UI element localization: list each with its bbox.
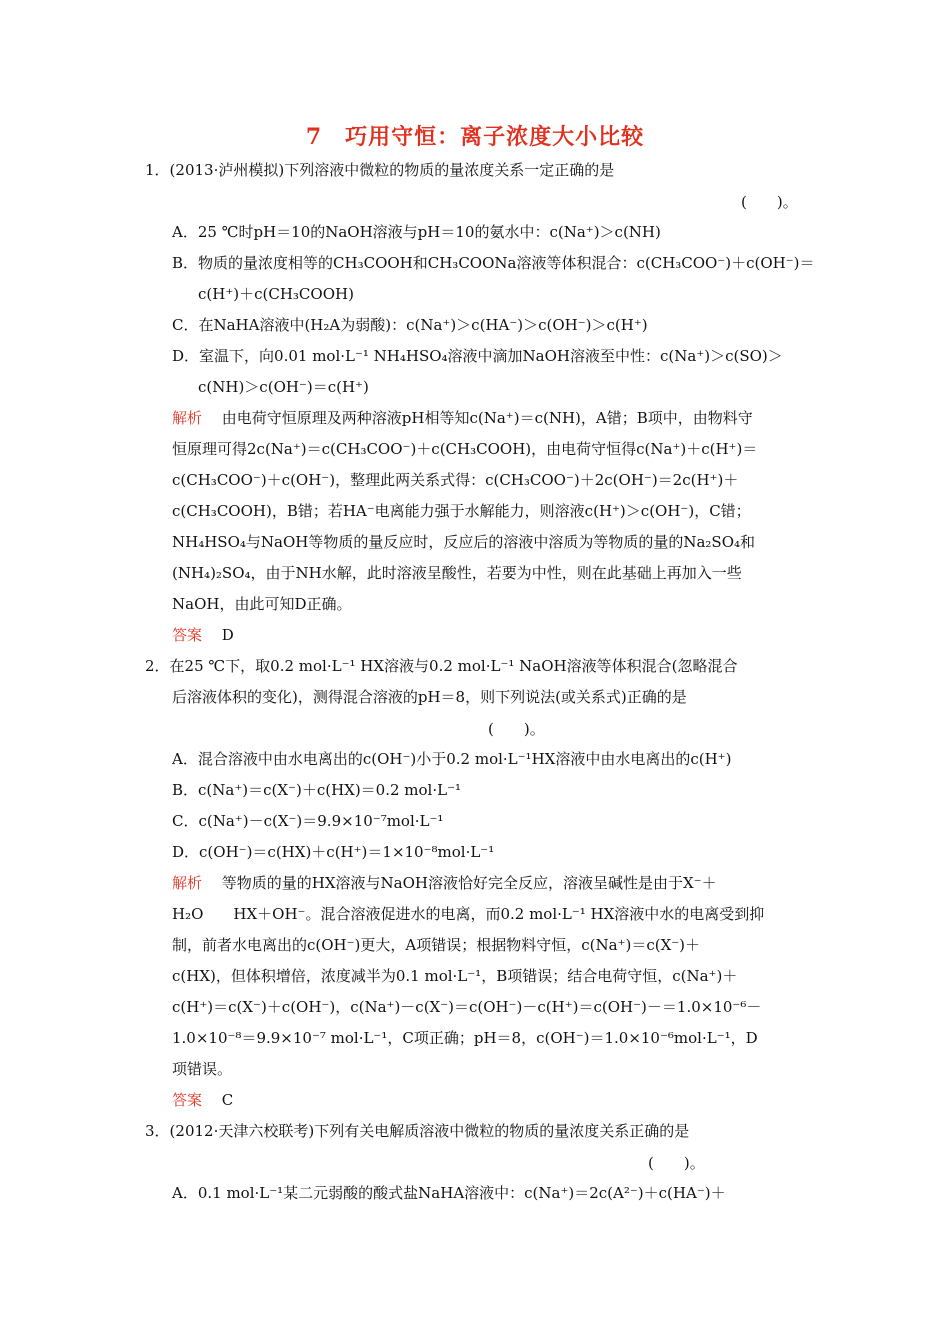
question-2-analysis-text: 制，前者水电离出的c(OH⁻)更大，A项错误；根据物料守恒，c(Na⁺)＝c(X⁻)＋ bbox=[172, 936, 701, 954]
question-1-analysis-text: c(CH₃COOH)，B错；若HA⁻电离能力强于水解能力，则溶液c(H⁺)＞c(OH⁻)，C错； bbox=[172, 502, 751, 520]
question-1-analysis-line bbox=[172, 408, 753, 428]
question-1-option-b: B．物质的量浓度相等的CH₃COOH和CH₃COONa溶液等体积混合：c(CH₃COO⁻)＋c(OH⁻)＝ bbox=[172, 254, 815, 272]
question-2-analysis-line bbox=[172, 873, 717, 893]
answer-value: C bbox=[221, 1091, 234, 1109]
question-1-analysis-text: (NH₄)₂SO₄，由于NH水解，此时溶液呈酸性，若要为中性，则在此基础上再加入一些 bbox=[172, 564, 742, 582]
question-2-answer-blank: ( )。 bbox=[488, 720, 545, 738]
question-1-option-a: A．25 ℃时pH＝10的NaOH溶液与pH＝10的氨水中：c(Na⁺)＞c(NH) bbox=[172, 223, 661, 241]
question-1-analysis-text: 恒原理可得2c(Na⁺)＝c(CH₃COO⁻)＋c(CH₃COOH)，由电荷守恒得c(Na⁺)＋c(H⁺)＝ bbox=[172, 440, 758, 458]
question-3-answer-blank: ( )。 bbox=[648, 1154, 705, 1172]
question-2-option-b: B．c(Na⁺)＝c(X⁻)＋c(HX)＝0.2 mol·L⁻¹ bbox=[172, 781, 462, 799]
question-2-analysis-text: 项错误。 bbox=[172, 1060, 233, 1078]
question-3-stem: 3．(2012·天津六校联考)下列有关电解质溶液中微粒的物质的量浓度关系正确的是 bbox=[145, 1122, 690, 1140]
question-2-analysis-text: c(HX)，但体积增倍，浓度减半为0.1 mol·L⁻¹，B项错误；结合电荷守恒，c(Na⁺)＋ bbox=[172, 967, 738, 985]
question-2-option-c: C．c(Na⁺)－c(X⁻)＝9.9×10⁻⁷mol·L⁻¹ bbox=[172, 812, 444, 830]
question-1-analysis-text: NaOH，由此可知D正确。 bbox=[172, 595, 352, 613]
question-2-stem-continued: 后溶液体积的变化)，测得混合溶液的pH＝8，则下列说法(或关系式)正确的是 bbox=[172, 688, 687, 706]
question-2-analysis-text: 1.0×10⁻⁸＝9.9×10⁻⁷ mol·L⁻¹，C项正确；pH＝8，c(OH⁻)＝1.0×10⁻⁶mol·L⁻¹，D bbox=[172, 1029, 758, 1047]
answer-label: 答案 bbox=[172, 1091, 203, 1109]
question-2-option-d: D．c(OH⁻)＝c(HX)＋c(H⁺)＝1×10⁻⁸mol·L⁻¹ bbox=[172, 843, 495, 861]
question-2-analysis-text: c(H⁺)＝c(X⁻)＋c(OH⁻)，c(Na⁺)－c(X⁻)＝c(OH⁻)－c(H⁺)＝c(OH⁻)－＝1.0×10⁻⁶－ bbox=[172, 998, 762, 1016]
analysis-text: 等物质的量的HX溶液与NaOH溶液恰好完全反应，溶液呈碱性是由于X⁻＋ bbox=[221, 874, 717, 892]
question-1-stem: 1．(2013·泸州模拟)下列溶液中微粒的物质的量浓度关系一定正确的是 bbox=[145, 161, 615, 179]
question-1-answer-blank: ( )。 bbox=[741, 193, 798, 211]
analysis-label: 解析 bbox=[172, 874, 203, 892]
question-1-option-b-continued: c(H⁺)＋c(CH₃COOH) bbox=[198, 285, 354, 303]
question-2-option-a: A．混合溶液中由水电离出的c(OH⁻)小于0.2 mol·L⁻¹HX溶液中由水电离出的c(H⁺) bbox=[172, 750, 732, 768]
page-title: 7 巧用守恒：离子浓度大小比较 bbox=[305, 124, 645, 150]
question-1-option-d-continued: c(NH)＞c(OH⁻)＝c(H⁺) bbox=[198, 378, 369, 396]
question-2-stem: 2．在25 ℃下，取0.2 mol·L⁻¹ HX溶液与0.2 mol·L⁻¹ NaOH溶液等体积混合(忽略混合 bbox=[145, 657, 738, 675]
analysis-label: 解析 bbox=[172, 409, 203, 427]
question-2-answer bbox=[172, 1090, 233, 1110]
question-2-analysis-text: H₂O HX＋OH⁻。混合溶液促进水的电离，而0.2 mol·L⁻¹ HX溶液中水的电离受到抑 bbox=[172, 905, 765, 923]
analysis-text: 由电荷守恒原理及两种溶液pH相等知c(Na⁺)＝c(NH)，A错；B项中，由物料守 bbox=[221, 409, 753, 427]
question-1-option-d: D．室温下，向0.01 mol·L⁻¹ NH₄HSO₄溶液中滴加NaOH溶液至中性：c(Na⁺)＞c(SO)＞ bbox=[172, 347, 783, 365]
question-1-answer bbox=[172, 625, 234, 645]
question-1-analysis-text: c(CH₃COO⁻)＋c(OH⁻)，整理此两关系式得：c(CH₃COO⁻)＋2c(OH⁻)＝2c(H⁺)＋ bbox=[172, 471, 739, 489]
question-3-option-a: A．0.1 mol·L⁻¹某二元弱酸的酸式盐NaHA溶液中：c(Na⁺)＝2c(A²⁻)＋c(HA⁻)＋ bbox=[172, 1184, 726, 1202]
answer-value: D bbox=[221, 626, 234, 644]
answer-label: 答案 bbox=[172, 626, 203, 644]
question-1-analysis-text: NH₄HSO₄与NaOH等物质的量反应时，反应后的溶液中溶质为等物质的量的Na₂SO₄和 bbox=[172, 533, 756, 551]
question-1-option-c: C．在NaHA溶液中(H₂A为弱酸)：c(Na⁺)＞c(HA⁻)＞c(OH⁻)＞c(H⁺) bbox=[172, 316, 648, 334]
